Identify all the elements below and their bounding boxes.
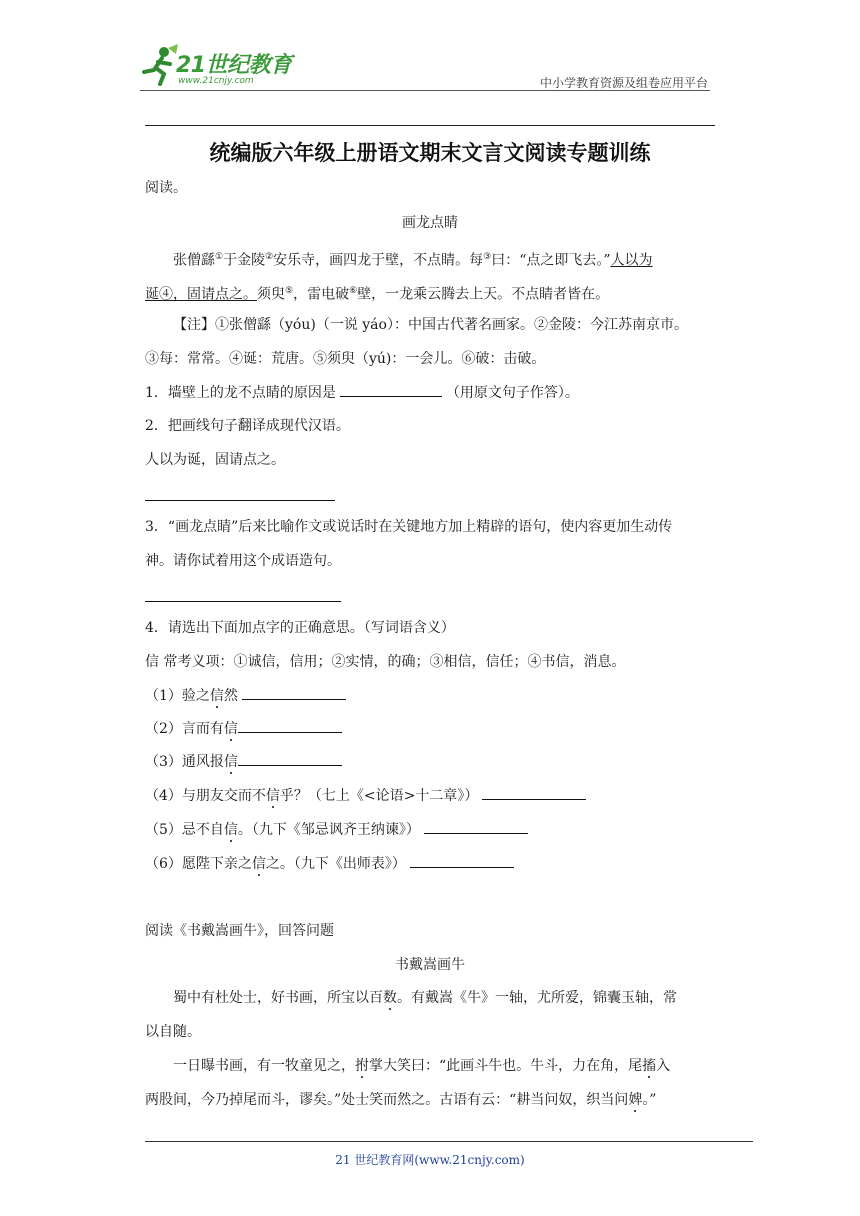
- passage2-title: 书戴嵩画牛: [395, 957, 465, 973]
- answer-blank[interactable]: [242, 685, 346, 700]
- passage1-title: 画龙点睛: [402, 215, 458, 231]
- notes-line1: 【注】①张僧繇（yóu)（一说 yáo）：中国古代著名画家。②金陵：今江苏南京市。: [173, 317, 688, 333]
- question-1: 1．墙壁上的龙不点睛的原因是 （用原文句子作答）。: [145, 382, 715, 403]
- footer-divider: [145, 1141, 753, 1142]
- header-platform-label: 中小学教育资源及组卷应用平台: [539, 76, 708, 90]
- question-4-options: 信 常考义项：①诚信，信用；②实情，的确；③相信，信任；④书信，消息。: [145, 654, 626, 670]
- question-3-line1: 3．“画龙点睛”后来比喻作文或说话时在关键地方加上精辟的语句，使内容更加生动传: [145, 519, 673, 535]
- q4-item-5: （5）忌不自信。（九下《邹忌讽齐王纳谏》）: [145, 819, 715, 840]
- document-title: 统编版六年级上册语文期末文言文阅读专题训练: [209, 140, 651, 165]
- site-logo: [140, 42, 310, 92]
- q4-item-4: （4）与朋友交而不信乎？（七上《<论语>十二章》）: [145, 785, 715, 806]
- passage2-line4: 两股间，今乃掉尾而斗，谬矣。”处士笑而然之。古语有云：“耕当问奴，织当问婢。”: [145, 1092, 657, 1108]
- passage1-line1: 张僧繇①于金陵②安乐寺，画四龙于壁，不点睛。每③曰：“点之即飞去。”人以为: [173, 252, 653, 269]
- answer-blank[interactable]: [424, 819, 528, 834]
- section1-intro: 阅读。: [145, 180, 187, 196]
- q4-item-6: （6）愿陛下亲之信之。（九下《出师表》）: [145, 853, 715, 874]
- answer-blank[interactable]: [482, 785, 586, 800]
- footer-link[interactable]: 21 世纪教育网(www.21cnjy.com): [335, 1153, 525, 1167]
- header-divider: [140, 90, 710, 91]
- q4-item-1: （1）验之信然: [145, 685, 715, 706]
- question-2-sentence: 人以为诞，固请点之。: [145, 452, 285, 468]
- title-divider: [145, 125, 715, 126]
- answer-blank[interactable]: [340, 382, 442, 397]
- q4-item-3: （3）通风报信: [145, 751, 715, 772]
- q4-item-2: （2）言而有信: [145, 718, 715, 739]
- question-4: 4．请选出下面加点字的正确意思。（写词语含义）: [145, 620, 455, 636]
- question-3-line2: 神。请你试着用这个成语造句。: [145, 553, 341, 569]
- answer-line-q3[interactable]: [145, 601, 341, 602]
- answer-line-q2[interactable]: [145, 500, 335, 501]
- answer-blank[interactable]: [410, 853, 514, 868]
- answer-blank[interactable]: [238, 718, 342, 733]
- passage2-line2: 以自随。: [145, 1024, 201, 1040]
- logo-text: 21世纪教育: [176, 53, 292, 78]
- logo-url: www.21cnjy.com: [178, 76, 254, 86]
- answer-blank[interactable]: [238, 751, 342, 766]
- passage2-line3: 一日曝书画，有一牧童见之，拊掌大笑曰：“此画斗牛也。牛斗，力在角，尾搐入: [173, 1058, 671, 1074]
- runner-logo-icon: [140, 44, 180, 86]
- notes-line2: ③每：常常。④诞：荒唐。⑤须臾（yú)：一会儿。⑥破：击破。: [145, 351, 546, 367]
- question-2: 2．把画线句子翻译成现代汉语。: [145, 418, 350, 434]
- passage1-line2: 诞④，固请点之。须臾⑤，雷电破⑥壁，一龙乘云腾去上天。不点睛者皆在。: [145, 286, 610, 303]
- section2-intro: 阅读《书戴嵩画牛》，回答问题: [145, 923, 334, 939]
- underlined-sentence-part2: 诞④，固请点之。: [145, 286, 257, 303]
- underlined-sentence-part1: 人以为: [610, 252, 653, 269]
- passage2-line1: 蜀中有杜处士，好书画，所宝以百数。有戴嵩《牛》一轴，尤所爱，锦囊玉轴，常: [173, 990, 677, 1006]
